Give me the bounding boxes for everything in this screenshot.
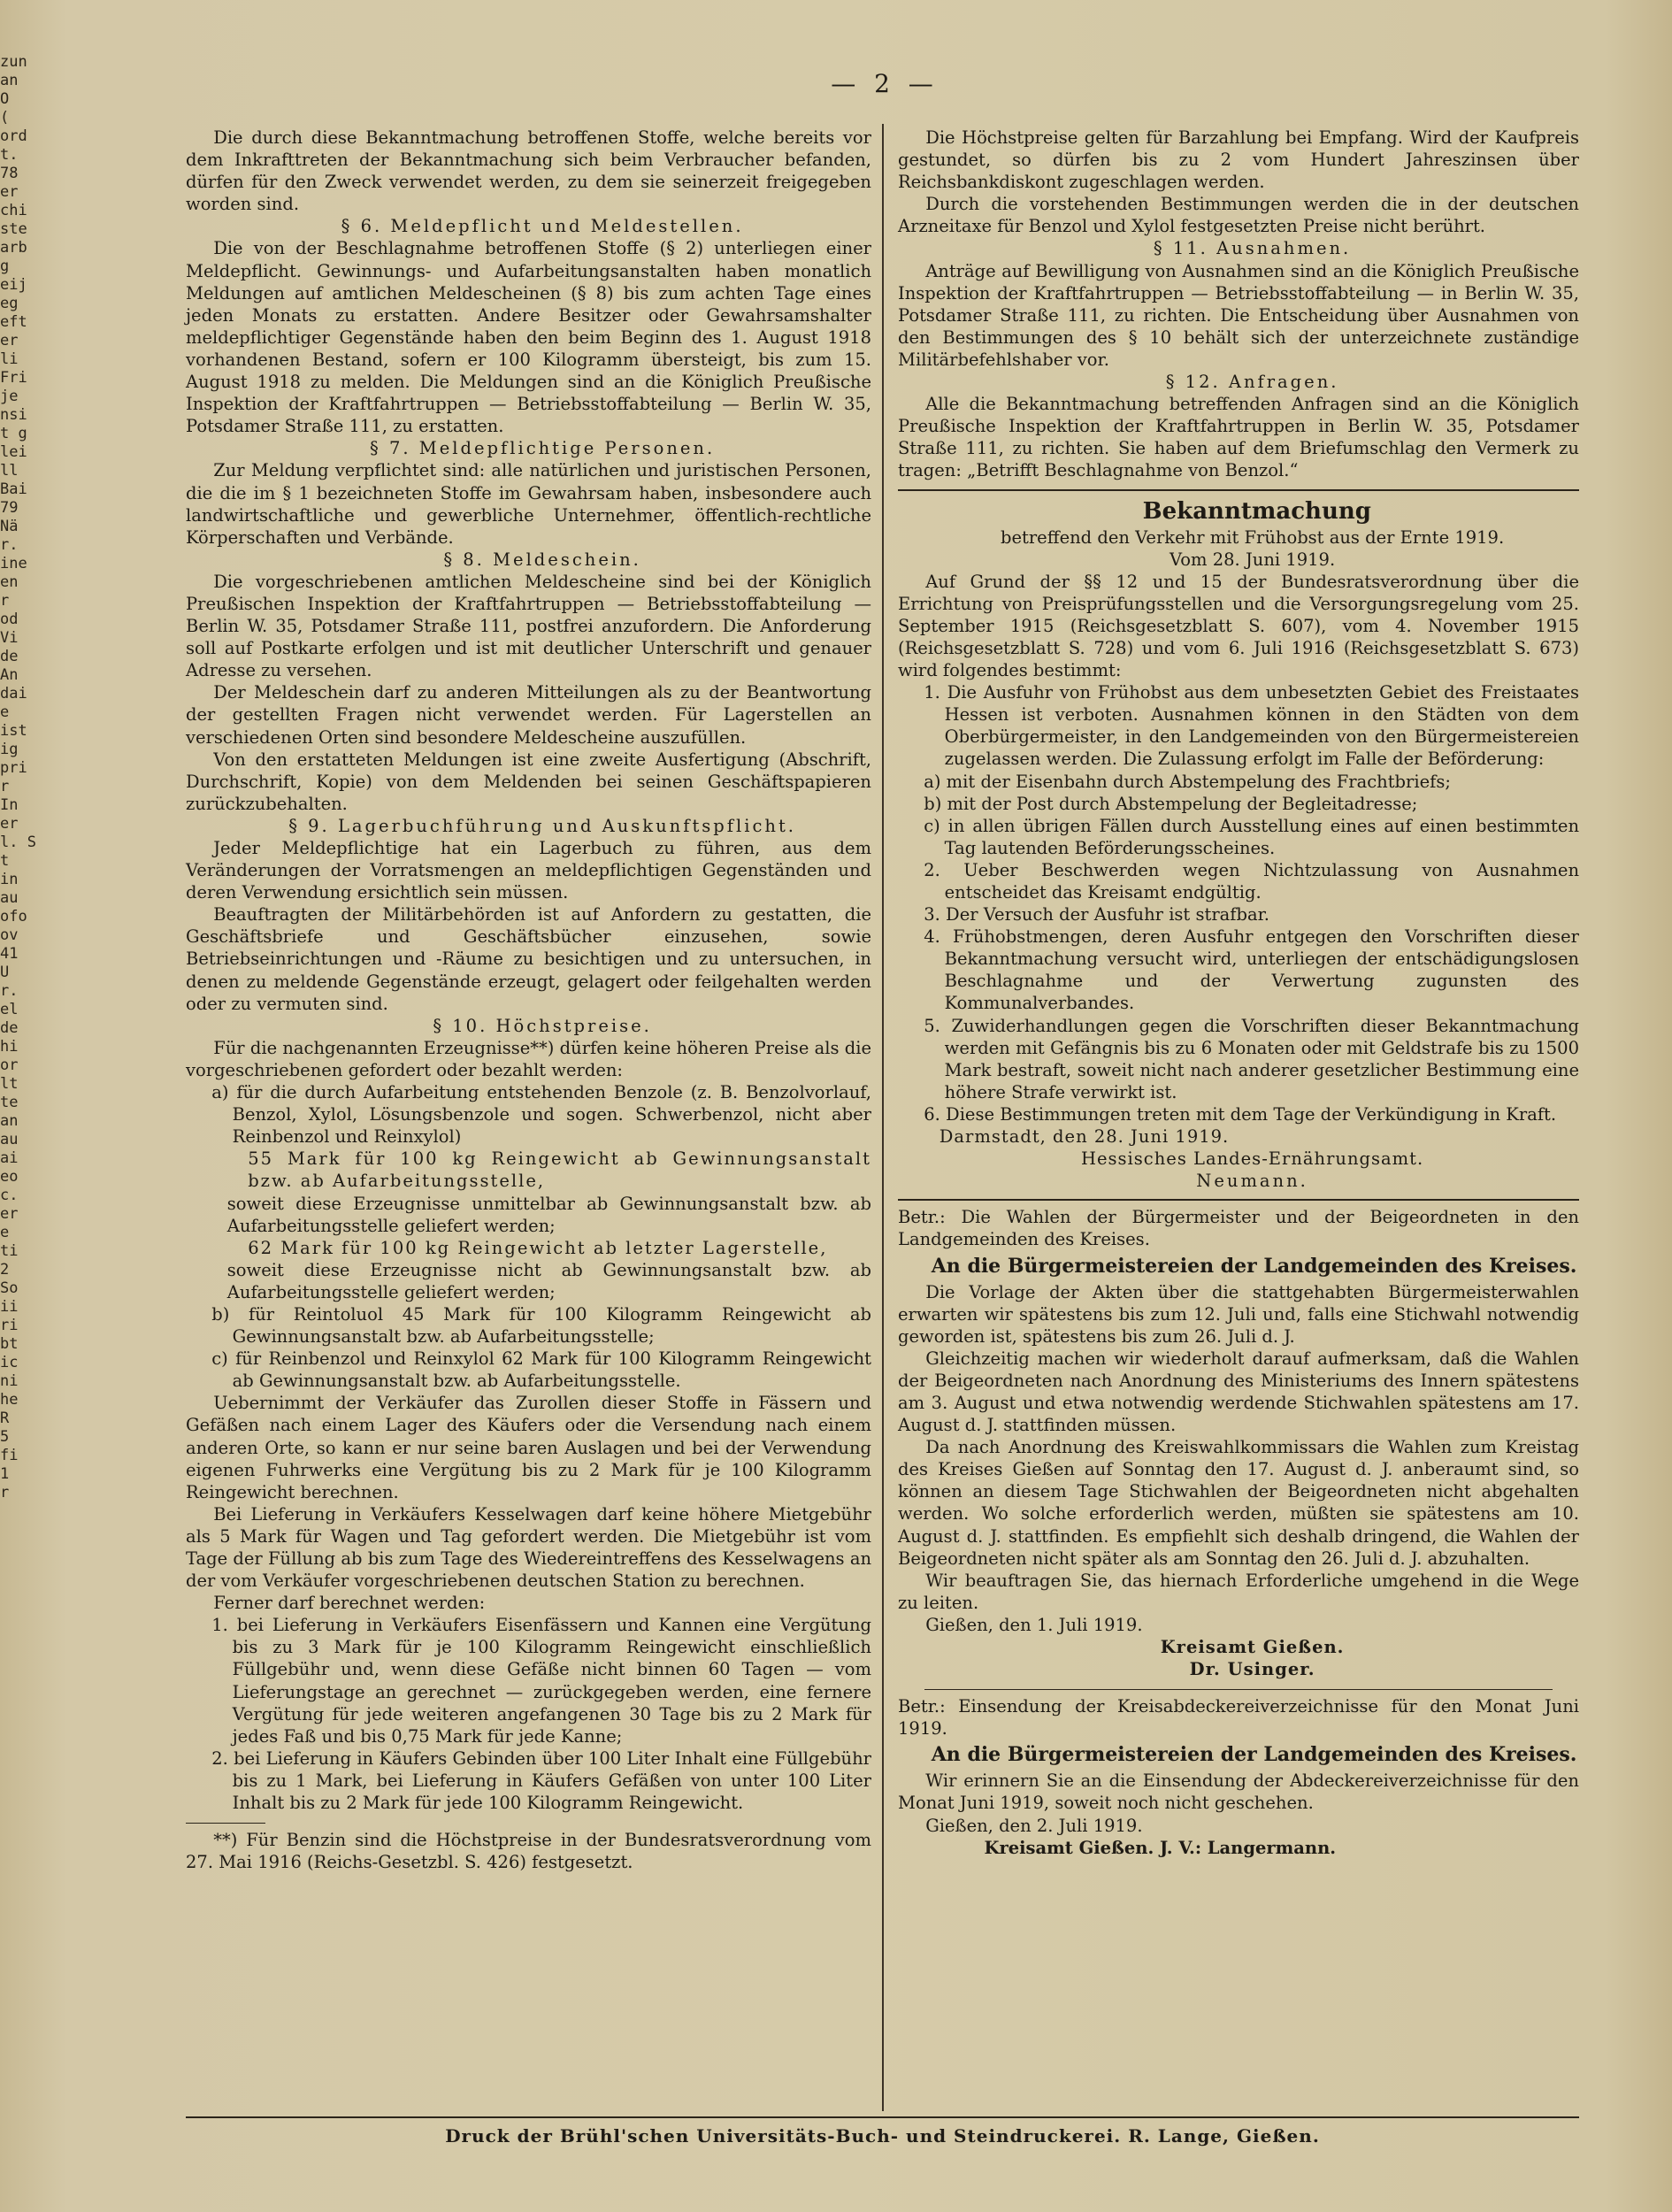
price-list — [211, 1081, 871, 1148]
edge-fragment: R — [0, 1409, 10, 1427]
footnote-rule — [186, 1823, 265, 1824]
regarding-line: Betr.: Einsendung der Kreisabdeckereiverzeichnisse für den Monat Juni 1919. — [898, 1696, 1579, 1740]
edge-fragment: de — [0, 1019, 19, 1037]
edge-fragment: r. — [0, 536, 19, 554]
notice-date: Vom 28. Juni 1919. — [1170, 549, 1336, 570]
notice-place-date: Darmstadt, den 28. Juni 1919. — [939, 1126, 1230, 1148]
list-item: c) in allen übrigen Fällen durch Ausstellung eines auf einen bestimmten Tag lautenden Beförderungsscheines. — [924, 815, 1579, 858]
charges-list — [211, 1614, 871, 1814]
edge-fragment: er — [0, 1205, 19, 1223]
edge-fragment: od — [0, 611, 19, 628]
edge-fragment: au — [0, 1131, 19, 1148]
section-rule — [898, 1199, 1579, 1201]
edge-fragment: eg — [0, 295, 19, 312]
notice-addressee: An die Bürgermeistereien der Landgemeinden des Kreises. — [931, 1254, 1577, 1278]
edge-fragment: in — [0, 871, 19, 888]
list-item: b) für Reintoluol 45 Mark für 100 Kilogramm Reingewicht ab Gewinnungsanstalt bzw. ab Aufarbeitungsstelle; — [211, 1303, 871, 1348]
list-item: 1. bei Lieferung in Verkäufers Eisenfässern und Kannen eine Vergütung bis zu 3 Mark für je 100 Kilogramm Reingewicht einschließlich Füllgebühr und, wenn diese Gefäße nicht binnen 60 Tagen — vom Lieferungstage an gerechnet — zurückgegeben werden, eine fernere Vergütung für jede weiteren angefangenen 30 Tage bis zu 2 Mark für jedes Faß und bis 0,75 Mark für jede Kanne; — [211, 1615, 871, 1747]
paragraph: Die vorgeschriebenen amtlichen Meldescheine sind bei der Königlich Preußischen Inspektion der Kraftfahrtruppen — Betriebsstoffabteilung — Berlin W. 35, Potsdamer Straße 111, postfrei anzufordern. Die Anforderung soll auf Postkarte erfolgen und ist mit deutlicher Unterschrift und genauer Adresse zu versehen. — [186, 571, 871, 681]
edge-fragment: chi — [0, 202, 27, 219]
edge-fragment: eij — [0, 276, 27, 294]
edge-fragment: r. — [0, 982, 19, 1000]
edge-fragment: t. — [0, 146, 19, 164]
edge-fragment: nsi — [0, 406, 27, 424]
edge-fragment: e — [0, 1224, 10, 1241]
edge-fragment: ( — [0, 109, 10, 127]
section-rule — [924, 1689, 1553, 1690]
section-heading: § 9. Lagerbuchführung und Auskunftspflicht. — [288, 815, 796, 836]
notice-signature: Neumann. — [1196, 1171, 1308, 1192]
edge-fragment: Bai — [0, 480, 27, 498]
paragraph: Da nach Anordnung des Kreiswahlkommissars die Wahlen zum Kreistag des Kreises Gießen auf Sonntag den 17. August d. J. anberaumt sind, so können an diesem Tage Stichwahlen der Beigeordneten nicht abgehalten werden. Wo solche erforderlich werden, müßten sie spätestens am 10. August d. J. stattfinden. Es empfiehlt sich deshalb dringend, die Wahlen der Beigeordneten nicht später als am Sonntag den 26. Juli d. J. abzuhalten. — [898, 1437, 1579, 1569]
edge-fragment: eft — [0, 313, 27, 331]
list-item: 62 Mark für 100 kg Reingewicht ab letzter Lagerstelle, — [248, 1237, 828, 1258]
edge-fragment: au — [0, 889, 19, 907]
edge-fragment: ai — [0, 1149, 19, 1167]
paragraph: Anträge auf Bewilligung von Ausnahmen sind an die Königlich Preußische Inspektion der Kraftfahrtruppen — Betriebsstoffabteilung — in Berlin W. 35, Potsdamer Straße 111, zu richten. Die Entscheidung über Ausnahmen von den Bestimmungen des § 10 behält sich der unterzeichnete zuständige Militärbefehlshaber vor. — [898, 260, 1579, 370]
edge-fragment: pri — [0, 759, 27, 777]
section-heading: § 6. Meldepflicht und Meldestellen. — [341, 216, 744, 237]
list-item: 3. Der Versuch der Ausfuhr ist strafbar. — [924, 904, 1269, 926]
price-list — [211, 1303, 871, 1392]
page-number: — 2 — — [831, 69, 939, 98]
edge-fragment: te — [0, 1094, 19, 1111]
edge-fragment: er — [0, 815, 19, 833]
edge-fragment: 41 — [0, 945, 19, 963]
edge-fragment: r — [0, 1484, 10, 1502]
edge-fragment: ti — [0, 1242, 19, 1260]
edge-fragment: je — [0, 388, 19, 405]
paragraph: Für die nachgenannten Erzeugnisse**) dürfen keine höheren Preise als die vorgeschriebenen gefordert oder bezahlt werden: — [186, 1037, 871, 1080]
edge-fragment: e — [0, 703, 10, 721]
edge-fragment: er — [0, 183, 19, 201]
edge-fragment: ll — [0, 462, 19, 480]
paragraph: Zur Meldung verpflichtet sind: alle natürlichen und juristischen Personen, die die im § 1 bezeichneten Stoffe im Gewahrsam haben, insbesondere auch landwirtschaftliche und gewerbliche Unternehmer, öffentlich-rechtliche Körperschaften und Verbände. — [186, 460, 871, 548]
list-item: soweit diese Erzeugnisse unmittelbar ab Gewinnungsanstalt bzw. ab Aufarbeitungsstelle geliefert werden; — [226, 1193, 871, 1236]
adjacent-page-edge — [0, 53, 36, 2212]
edge-fragment: ist — [0, 722, 27, 740]
edge-fragment: ic — [0, 1354, 19, 1371]
paragraph: Durch die vorstehenden Bestimmungen werden die in der deutschen Arzneitaxe für Benzol und Xylol festgesetzten Preise nicht berührt. — [898, 194, 1579, 237]
notice-authority: Hessisches Landes-Ernährungsamt. — [1081, 1148, 1424, 1170]
edge-fragment: lt — [0, 1075, 19, 1093]
section-heading: § 10. Höchstpreise. — [433, 1015, 652, 1036]
edge-fragment: ni — [0, 1372, 19, 1390]
section-heading: § 7. Meldepflichtige Personen. — [370, 438, 716, 459]
edge-fragment: 79 — [0, 499, 19, 517]
edge-fragment: An — [0, 666, 19, 684]
edge-fragment: 2 — [0, 1261, 10, 1279]
edge-fragment: an — [0, 72, 19, 89]
edge-fragment: lei — [0, 443, 27, 461]
footer-rule — [186, 2116, 1579, 2118]
edge-fragment: er — [0, 332, 19, 349]
paragraph: Gleichzeitig machen wir wiederholt darauf aufmerksam, daß die Wahlen der Beigeordneten nach Anordnung des Ministeriums des Innern spätestens am 3. August und etwa notwendig werdende Stichwahlen spätestens am 17. August d. J. stattfinden müssen. — [898, 1348, 1579, 1436]
section-rule — [898, 489, 1579, 491]
list-item: 6. Diese Bestimmungen treten mit dem Tage der Verkündigung in Kraft. — [924, 1103, 1557, 1125]
edge-fragment: 78 — [0, 165, 19, 182]
edge-fragment: dai — [0, 685, 27, 703]
edge-fragment: t g — [0, 425, 27, 442]
edge-fragment: eo — [0, 1168, 19, 1186]
notice-place-date: Gießen, den 2. Juli 1919. — [925, 1815, 1143, 1836]
edge-fragment: U — [0, 964, 10, 981]
section-heading: § 12. Anfragen. — [1165, 372, 1339, 393]
list-item: 55 Mark für 100 kg Reingewicht ab Gewinnungsanstalt bzw. ab Aufarbeitungsstelle, — [248, 1148, 871, 1192]
edge-fragment: de — [0, 648, 19, 665]
notice-provisions — [924, 681, 1579, 1125]
edge-fragment: t — [0, 852, 10, 870]
edge-fragment: or — [0, 1056, 19, 1074]
edge-fragment: ste — [0, 220, 27, 238]
paragraph: Jeder Meldepflichtige hat ein Lagerbuch zu führen, aus dem Veränderungen der Vorratsmengen an meldepflichtigen Gegenständen und deren Verwendung ersichtlich sein müssen. — [186, 838, 871, 903]
edge-fragment: Nä — [0, 518, 19, 535]
notice-subtitle: betreffend den Verkehr mit Frühobst aus der Ernte 1919. — [1001, 526, 1505, 548]
paragraph: Bei Lieferung in Verkäufers Kesselwagen darf keine höhere Mietgebühr als 5 Mark für Wagen und Tag gefordert werden. Die Mietgebühr ist vom Tage der Füllung ab bis zum Tage des Wiedereintreffens des Kesselwagens an der vom Verkäufer vorgeschriebenen deutschen Station zu berechnen. — [186, 1503, 871, 1592]
paragraph: Wir erinnern Sie an die Einsendung der Abdeckereiverzeichnisse für den Monat Juni 1919, soweit noch nicht geschehen. — [898, 1770, 1579, 1814]
edge-fragment: an — [0, 1112, 19, 1130]
list-item: 4. Frühobstmengen, deren Ausfuhr entgegen den Vorschriften dieser Bekanntmachung versucht wird, unterliegen der entschädigungslosen Beschlagnahme und der Verwertung zugunsten des Kommunalverbandes. — [924, 926, 1579, 1014]
edge-fragment: bt — [0, 1335, 19, 1353]
paragraph: Auf Grund der §§ 12 und 15 der Bundesratsverordnung über die Errichtung von Preisprüfungsstellen und die Versorgungsregelung vom 25. September 1915 (Reichsgesetzblatt S. 607), vom 4. November 1915 (Reichsgesetzblatt S. 728) und vom 6. Juli 1916 (Reichsgesetzblatt S. 673) wird folgendes bestimmt: — [898, 571, 1579, 681]
left-column — [186, 127, 871, 2055]
notice-signature: Dr. Usinger. — [1189, 1659, 1315, 1680]
edge-fragment: zun — [0, 53, 27, 71]
edge-fragment: c. — [0, 1187, 19, 1204]
notice-title: Bekanntmachung — [1142, 497, 1371, 525]
printer-imprint: Druck der Brühl'schen Universitäts-Buch- und Steindruckerei. R. Lange, Gießen. — [445, 2125, 1320, 2147]
edge-fragment: ov — [0, 926, 19, 944]
edge-fragment: Fri — [0, 369, 27, 387]
notice-place-date: Gießen, den 1. Juli 1919. — [925, 1614, 1143, 1635]
edge-fragment: ine — [0, 555, 27, 572]
edge-fragment: r — [0, 778, 10, 795]
edge-fragment: O — [0, 90, 10, 108]
list-item: 1. Die Ausfuhr von Frühobst aus dem unbesetzten Gebiet des Freistaates Hessen ist verboten. Ausnahmen können in den Städten von dem Oberbürgermeister, in den Landgemeinden von den Bürgermeistereien zugelassen werden. Die Zulassung erfolgt im Falle der Beförderung: — [924, 682, 1579, 770]
paragraph: Die von der Beschlagnahme betroffenen Stoffe (§ 2) unterliegen einer Meldepflicht. Gewinnungs- und Aufarbeitungsanstalten haben monatlich Meldungen auf amtlichen Meldescheinen (§ 8) bis zum achten Tage eines jeden Monats zu erstatten. Andere Besitzer oder Gewahrsamshalter meldepflichtiger Gegenstände haben den beim Beginn des 1. August 1918 vorhandenen Bestand, sofern er 100 Kilogramm übersteigt, bis zum 15. August 1918 zu melden. Die Meldungen sind an die Königlich Preußische Inspektion der Kraftfahrtruppen — Betriebsstoffabteilung — Berlin W. 35, Potsdamer Straße 111, zu erstatten. — [186, 238, 871, 437]
list-item: b) mit der Post durch Abstempelung der Begleitadresse; — [924, 793, 1418, 814]
notice-signature: Kreisamt Gießen. J. V.: Langermann. — [984, 1837, 1337, 1858]
right-column — [898, 127, 1579, 2073]
edge-fragment: fi — [0, 1447, 19, 1464]
paragraph: Wir beauftragen Sie, das hiernach Erforderliche umgehend in die Wege zu leiten. — [898, 1570, 1579, 1613]
footnote: **) Für Benzin sind die Höchstpreise in der Bundesratsverordnung vom 27. Mai 1916 (Reichs-Gesetzbl. S. 426) festgesetzt. — [186, 1830, 871, 1873]
edge-fragment: ofo — [0, 908, 27, 926]
list-item: 2. bei Lieferung in Käufers Gebinden über 100 Liter Inhalt eine Füllgebühr bis zu 1 Mark, bei Lieferung in Käufers Gefäßen von unter 100 Liter Inhalt bis zu 2 Mark für jede 100 Kilogramm Reingewicht. — [211, 1747, 871, 1814]
edge-fragment: r — [0, 592, 10, 610]
paragraph: Die Vorlage der Akten über die stattgehabten Bürgermeisterwahlen erwarten wir spätestens bis zum 12. Juli und, falls eine Stichwahl notwendig geworden ist, spätestens bis zum 26. Juli d. J. — [898, 1281, 1579, 1347]
list-item: soweit diese Erzeugnisse nicht ab Gewinnungsanstalt bzw. ab Aufarbeitungsstelle geliefert werden; — [226, 1259, 871, 1302]
notice-addressee: An die Bürgermeistereien der Landgemeinden des Kreises. — [931, 1743, 1577, 1767]
section-heading: § 8. Meldeschein. — [443, 549, 641, 570]
edge-fragment: Vi — [0, 629, 19, 647]
edge-fragment: l. S — [0, 833, 36, 851]
edge-fragment: ri — [0, 1317, 19, 1334]
edge-fragment: li — [0, 350, 19, 368]
paragraph: Die durch diese Bekanntmachung betroffenen Stoffe, welche bereits vor dem Inkrafttreten der Bekanntmachung sich beim Verbraucher befanden, dürfen für den Zweck verwendet werden, zu dem sie seinerzeit freigegeben worden sind. — [186, 127, 871, 215]
edge-fragment: el — [0, 1001, 19, 1018]
paragraph: Die Höchstpreise gelten für Barzahlung bei Empfang. Wird der Kaufpreis gestundet, so dürfen bis zu 2 vom Hundert Jahreszinsen über Reichsbankdiskont zugeschlagen werden. — [898, 127, 1579, 193]
edge-fragment: 1 — [0, 1465, 10, 1483]
regarding-line: Betr.: Die Wahlen der Bürgermeister und der Beigeordneten in den Landgemeinden des Kreises. — [898, 1207, 1579, 1250]
edge-fragment: In — [0, 796, 19, 814]
price-sublist — [186, 1148, 871, 1303]
paragraph: Uebernimmt der Verkäufer das Zurollen dieser Stoffe in Fässern und Gefäßen nach einem Lager des Käufers oder die Versendung nach einem anderen Orte, so kann er nur seine baren Auslagen und bei der Verwendung eigenen Fuhrwerks eine Vergütung bis zu 2 Mark für je 100 Kilogramm Reingewicht berechnen. — [186, 1393, 871, 1502]
edge-fragment: arb — [0, 239, 27, 257]
edge-fragment: ig — [0, 741, 19, 758]
paragraph: Beauftragten der Militärbehörden ist auf Anfordern zu gestatten, die Geschäftsbriefe und Geschäftsbücher einzusehen, sowie Betriebseinrichtungen und -Räume zu besichtigen und zu untersuchen, in denen zu meldende Gegenstände erzeugt, gelagert oder feilgehalten werden oder zu vermuten sind. — [186, 904, 871, 1014]
paragraph: Alle die Bekanntmachung betreffenden Anfragen sind an die Königlich Preußische Inspektion der Kraftfahrtruppen in Berlin W. 35, Potsdamer Straße 111, zu richten. Sie haben auf dem Briefumschlag den Vermerk zu tragen: „Betrifft Beschlagnahme von Benzol.“ — [898, 394, 1579, 481]
edge-fragment: he — [0, 1391, 19, 1409]
list-item: c) für Reinbenzol und Reinxylol 62 Mark für 100 Kilogramm Reingewicht ab Gewinnungsanstalt bzw. ab Aufarbeitungsstelle. — [211, 1348, 871, 1392]
edge-fragment: hi — [0, 1038, 19, 1056]
edge-fragment: en — [0, 573, 19, 591]
column-divider — [882, 124, 884, 2111]
paragraph: Von den erstatteten Meldungen ist eine zweite Ausfertigung (Abschrift, Durchschrift, Kopie) von dem Meldenden bei seinen Geschäftspapieren zurückzubehalten. — [186, 749, 871, 814]
section-heading: § 11. Ausnahmen. — [1153, 238, 1352, 259]
list-item: 2. Ueber Beschwerden wegen Nichtzulassung von Ausnahmen entscheidet das Kreisamt endgültig. — [924, 859, 1579, 902]
edge-fragment: So — [0, 1279, 19, 1297]
list-item: a) mit der Eisenbahn durch Abstempelung des Frachtbriefs; — [924, 771, 1451, 792]
edge-fragment: g — [0, 257, 10, 275]
paragraph: Der Meldeschein darf zu anderen Mitteilungen als zu der Beantwortung der gestellten Fragen nicht verwendet werden. Für Lagerstellen an verschiedenen Orten sind besondere Meldescheine auszufüllen. — [186, 682, 871, 748]
list-item: 5. Zuwiderhandlungen gegen die Vorschriften dieser Bekanntmachung werden mit Gefängnis bis zu 6 Monaten oder mit Geldstrafe bis zu 1500 Mark bestraft, soweit nicht nach anderer gesetzlicher Bestimmung eine höhere Strafe verwirkt ist. — [924, 1015, 1579, 1102]
list-item: a) für die durch Aufarbeitung entstehenden Benzole (z. B. Benzolvorlauf, Benzol, Xylol, Lösungsbenzole und sogen. Schwerbenzol, nicht aber Reinbenzol und Reinxylol) — [211, 1082, 871, 1148]
paragraph: Ferner darf berechnet werden: — [213, 1593, 486, 1614]
edge-fragment: ii — [0, 1298, 19, 1316]
notice-authority: Kreisamt Gießen. — [1160, 1637, 1345, 1657]
edge-fragment: ord — [0, 127, 27, 145]
edge-fragment: 5 — [0, 1428, 10, 1446]
